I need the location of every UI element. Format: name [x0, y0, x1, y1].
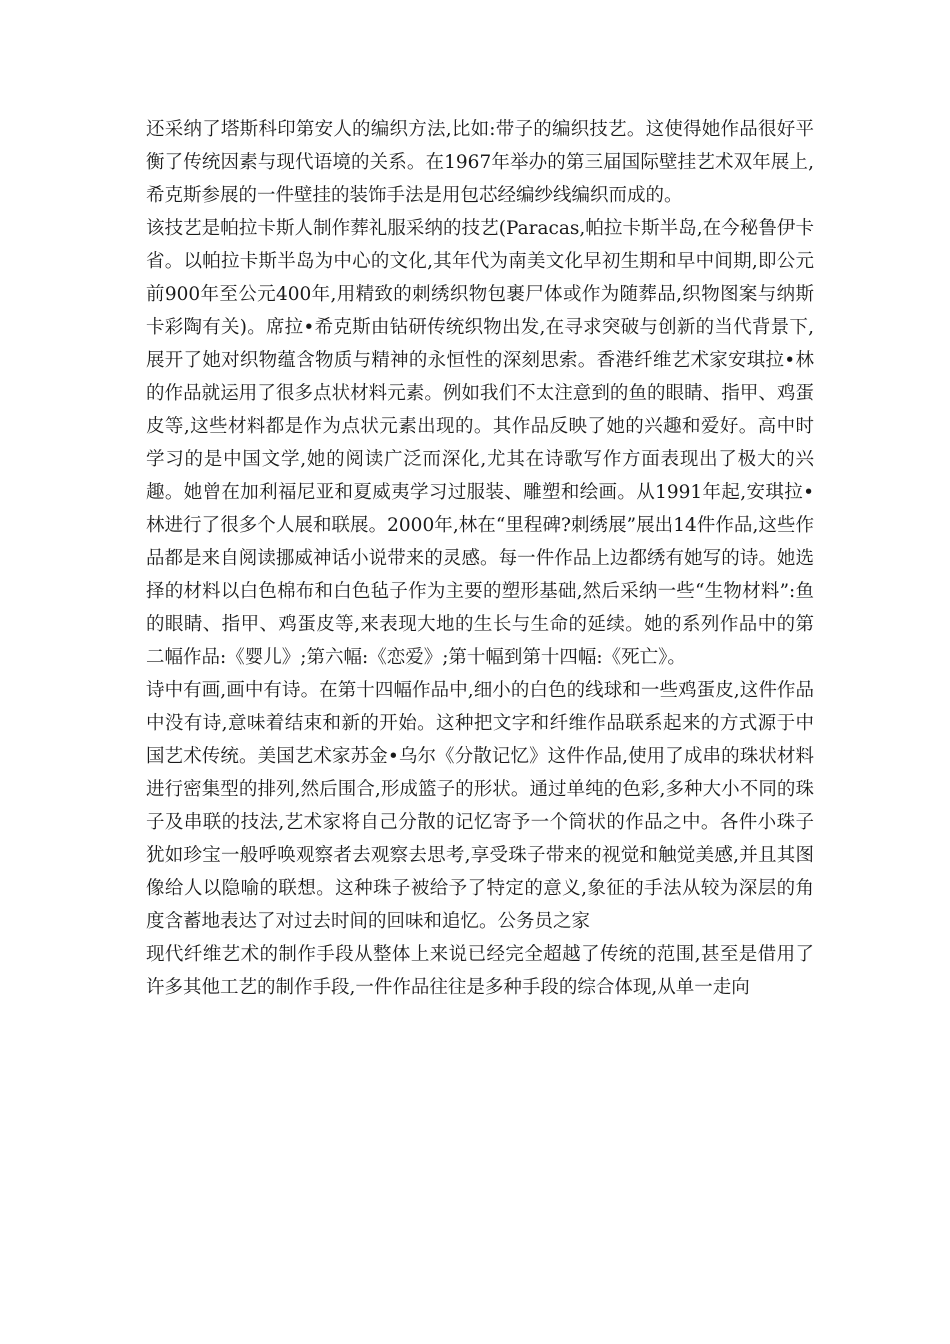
paragraph-1: 还采纳了塔斯科印第安人的编织方法,比如:带子的编织技艺。这使得她作品很好平衡了传统因素与现代语境的关系。在1967年举办的第三届国际壁挂艺术双年展上,希克斯参展的一件壁挂的装饰手法是用包芯经编纱线编织而成的。	[146, 119, 814, 206]
document-body	[146, 113, 814, 1004]
paragraph-4: 现代纤维艺术的制作手段从整体上来说已经完全超越了传统的范围,甚至是借用了许多其他工艺的制作手段,一件作品往往是多种手段的综合体现,从单一走向	[146, 944, 814, 998]
paragraph-3: 诗中有画,画中有诗。在第十四幅作品中,细小的白色的线球和一些鸡蛋皮,这件作品中没有诗,意味着结束和新的开始。这种把文字和纤维作品联系起来的方式源于中国艺术传统。美国艺术家苏金•乌尔《分散记忆》这件作品,使用了成串的珠状材料进行密集型的排列,然后围合,形成篮子的形状。通过单纯的色彩,多种大小不同的珠子及串联的技法,艺术家将自己分散的记忆寄予一个筒状的作品之中。各件小珠子犹如珍宝一般呼唤观察者去观察去思考,享受珠子带来的视觉和触觉美感,并且其图像给人以隐喻的联想。这种珠子被给予了特定的意义,象征的手法从较为深层的角度含蓄地表达了对过去时间的回味和追忆。公务员之家	[146, 680, 814, 932]
paragraph-2: 该技艺是帕拉卡斯人制作葬礼服采纳的技艺(Paracas,帕拉卡斯半岛,在今秘鲁伊卡省。以帕拉卡斯半岛为中心的文化,其年代为南美文化早初生期和早中间期,即公元前900年至公元400年,用精致的刺绣织物包裹尸体或作为随葬品,织物图案与纳斯卡彩陶有关)。席拉•希克斯由钻研传统织物出发,在寻求突破与创新的当代背景下,展开了她对织物蕴含物质与精神的永恒性的深刻思索。香港纤维艺术家安琪拉•林的作品就运用了很多点状材料元素。例如我们不太注意到的鱼的眼睛、指甲、鸡蛋皮等,这些材料都是作为点状元素出现的。其作品反映了她的兴趣和爱好。高中时学习的是中国文学,她的阅读广泛而深化,尤其在诗歌写作方面表现出了极大的兴趣。她曾在加利福尼亚和夏威夷学习过服装、雕塑和绘画。从1991年起,安琪拉•林进行了很多个人展和联展。2000年,林在“里程碑?刺绣展”展出14件作品,这些作品都是来自阅读挪威神话小说带来的灵感。每一件作品上边都绣有她写的诗。她选择的材料以白色棉布和白色毡子作为主要的塑形基础,然后采纳一些“生物材料”:鱼的眼睛、指甲、鸡蛋皮等,来表现大地的生长与生命的延续。她的系列作品中的第二幅作品:《婴儿》;第六幅:《恋爱》;第十幅到第十四幅:《死亡》。	[146, 218, 814, 668]
